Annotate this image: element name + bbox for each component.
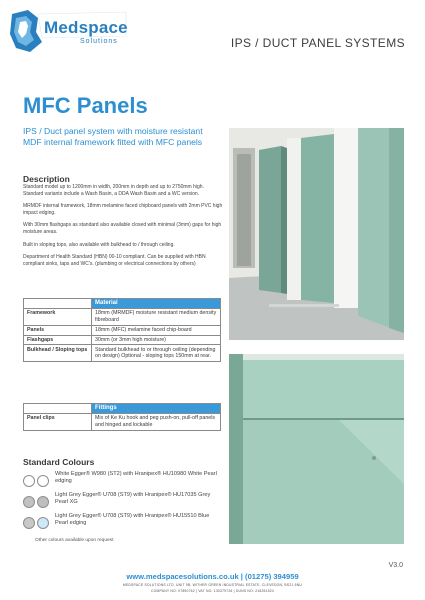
- edge-swatch: [37, 475, 49, 487]
- panel-closeup-photo: [229, 354, 404, 544]
- row-value: 18mm (MRMDF) moisture resistant medium density fibreboard: [92, 308, 221, 325]
- row-label: Panels: [24, 325, 92, 335]
- table-row: [24, 413, 221, 430]
- edge-swatch: [37, 517, 49, 529]
- row-label: Framework: [24, 308, 92, 325]
- colour-label: White Egger® W980 (ST2) with Hranipex® HU10980 White Pearl edging: [55, 471, 217, 485]
- fittings-header: Fittings: [92, 404, 221, 414]
- description-paragraph: Standard model up to 1200mm in width, 200mm in depth and up to 2750mm high. Standard variants include a Wash Basin, a DDA Wash Basin and a WC version.: [23, 184, 204, 197]
- footer-address: MEDSPACE SOLUTIONS LTD, UNIT 9B, WITHER GREEN INDUSTRIAL ESTATE, CLEVEDON, BS21 6NU: [122, 583, 303, 587]
- table-row: [24, 308, 221, 325]
- table-header-blank: [24, 299, 92, 309]
- table-row: [24, 325, 221, 335]
- table-row: [24, 335, 221, 345]
- row-value: Mix of Ke Ku hook and peg push-on, pull-off panels and hinged and lockable: [92, 413, 221, 430]
- subtitle: IPS / Duct panel system with moisture resistant MDF internal framework fitted with MFC panels: [23, 126, 203, 147]
- panel-swatch: [23, 496, 35, 508]
- category-title: IPS / DUCT PANEL SYSTEMS: [230, 36, 405, 50]
- footer-company-info: COMPANY NO: 07890762 | VAT NO: 130379726 | DUNS NO: 218251524: [151, 589, 274, 593]
- other-colours-note: Other colours available upon request: [35, 538, 114, 543]
- logo-sub: Solutions: [80, 38, 118, 45]
- corridor-photo: [229, 128, 404, 340]
- page-title: MFC Panels: [23, 93, 148, 118]
- logo-name: Medspace: [44, 18, 128, 37]
- row-label: Flashgaps: [24, 335, 92, 345]
- version-label: V3.0: [388, 562, 403, 569]
- description-heading: Description: [23, 174, 70, 184]
- header: [0, 0, 425, 72]
- colour-option: [23, 513, 223, 533]
- colour-label: Light Grey Egger® U708 (ST9) with Hranipex® HU15510 Blue Pearl edging: [55, 513, 210, 527]
- panel-swatch: [23, 475, 35, 487]
- medspace-logo[interactable]: [8, 8, 128, 54]
- colour-option: [23, 471, 223, 491]
- row-value: 30mm (or 3mm high moisture): [92, 335, 221, 345]
- edge-swatch: [37, 496, 49, 508]
- footer-contact-link[interactable]: www.medspacesolutions.co.uk | (01275) 394959: [126, 572, 299, 581]
- description-body: [23, 184, 223, 273]
- colours-heading: Standard Colours: [23, 457, 95, 467]
- description-paragraph: MRMDF internal framework, 18mm melamine faced chipboard panels with 2mm PVC high impact edging.: [23, 203, 223, 216]
- table-header-blank: [24, 404, 92, 414]
- colour-label: Light Grey Egger® U708 (ST9) with Hranipex® HU17035 Grey Pearl XG: [55, 492, 211, 506]
- panel-swatch: [23, 517, 35, 529]
- table-header-row: [24, 299, 221, 309]
- row-value: 18mm (MFC) melamine faced chip-board: [92, 325, 221, 335]
- row-value: Standard bulkhead to or through ceiling (depending on design) Optional - sloping tops 150mm at rear.: [92, 345, 221, 362]
- material-table: [23, 298, 221, 362]
- material-header: Material: [92, 299, 221, 309]
- fittings-table: [23, 403, 221, 431]
- colour-option: [23, 492, 223, 512]
- description-paragraph: Built in sloping tops, also available with bulkhead to / through ceiling.: [23, 241, 175, 248]
- description-paragraph: With 30mm flashgaps as standard also available closed with minimal (3mm) gaps for high moisture areas.: [23, 222, 222, 235]
- description-paragraph: Department of Health Standard (HBN) 00-10 compliant. Can be supplied with HBN compliant sinks, taps and WC's. (plumbing or electrical connections by others): [23, 254, 206, 267]
- row-label: Bulkhead / Sloping tops: [24, 345, 92, 362]
- table-row: [24, 345, 221, 362]
- table-header-row: [24, 404, 221, 414]
- row-label: Panel clips: [24, 413, 92, 430]
